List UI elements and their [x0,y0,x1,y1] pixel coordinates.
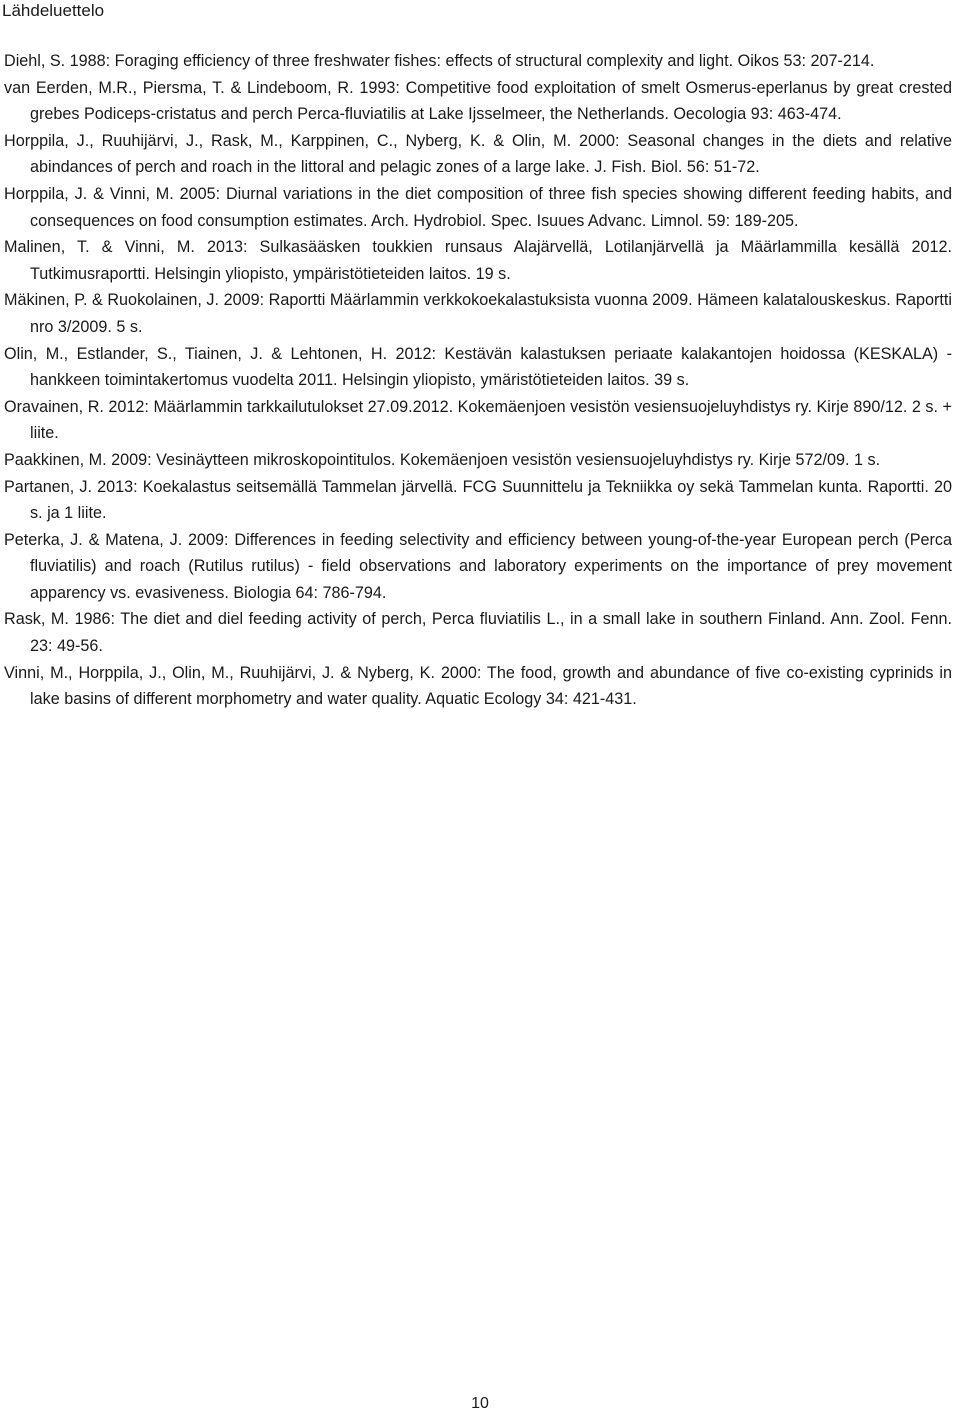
reference-entry: Vinni, M., Horppila, J., Olin, M., Ruuhijärvi, J. & Nyberg, K. 2000: The food, growth and abundance of five co-existing cyprinids in lake basins of different morphometry and water quality. Aquatic Ecology 34: 421-431. [4,663,952,709]
reference-entry: Horppila, J. & Vinni, M. 2005: Diurnal variations in the diet composition of three fish species showing different feeding habits, and consequences on food consumption estimates. Arch. Hydrobiol. Spec. Isuues Advanc. Limnol. 59: 189-205. [4,184,952,230]
reference-entry: Malinen, T. & Vinni, M. 2013: Sulkasääsken toukkien runsaus Alajärvellä, Lotilanjärvellä ja Määrlammilla kesällä 2012. Tutkimusraportti. Helsingin yliopisto, ympäristötieteiden laitos. 19 s. [4,238,952,283]
reference-entry: Diehl, S. 1988: Foraging efficiency of three freshwater fishes: effects of structural complexity and light. Oikos 53: 207-214. [4,52,875,70]
reference-entry: Horppila, J., Ruuhijärvi, J., Rask, M., Karppinen, C., Nyberg, K. & Olin, M. 2000: Seasonal changes in the diets and relative abindances of perch and roach in the littoral and pelagic zones of a large lake. J. Fish. Biol. 56: 51-72. [4,131,952,177]
reference-entry: Mäkinen, P. & Ruokolainen, J. 2009: Raportti Määrlammin verkkokoekalastuksista vuonna 2009. Hämeen kalatalouskeskus. Raportti nro 3/2009. 5 s. [4,291,952,336]
reference-entry: Paakkinen, M. 2009: Vesinäytteen mikroskopointitulos. Kokemäenjoen vesistön vesiensuojeluyhdistys ry. Kirje 572/09. 1 s. [4,450,881,469]
reference-entry: Olin, M., Estlander, S., Tiainen, J. & Lehtonen, H. 2012: Kestävän kalastuksen periaate kalakantojen hoidossa (KESKALA) -hankkeen toimintakertomus vuodelta 2011. Helsingin yliopisto, ymäristötieteiden laitos. 39 s. [4,344,952,390]
reference-entry: Partanen, J. 2013: Koekalastus seitsemällä Tammelan järvellä. FCG Suunnittelu ja Tekniikka oy sekä Tammelan kunta. Raportti. 20 s. ja 1 liite. [4,477,952,523]
reference-entry: Oravainen, R. 2012: Määrlammin tarkkailutulokset 27.09.2012. Kokemäenjoen vesistön vesiensuojeluyhdistys ry. Kirje 890/12. 2 s. + liite. [4,397,952,443]
page-number: 10 [471,1395,489,1412]
reference-list [4,48,952,713]
reference-entry: Peterka, J. & Matena, J. 2009: Differences in feeding selectivity and efficiency between young-of-the-year European perch (Perca fluviatilis) and roach (Rutilus rutilus) - field observations and laboratory experiments on the importance of prey movement apparency vs. evasiveness. Biologia 64: 786-794. [4,530,952,602]
section-heading: Lähdeluettelo [2,1,105,20]
reference-entry: Rask, M. 1986: The diet and diel feeding activity of perch, Perca fluviatilis L., in a small lake in southern Finland. Ann. Zool. Fenn. 23: 49-56. [4,610,952,656]
reference-entry: van Eerden, M.R., Piersma, T. & Lindeboom, R. 1993: Competitive food exploitation of smelt Osmerus-eperlanus by great crested grebes Podiceps-cristatus and perch Perca-fluviatilis at Lake Ijsselmeer, the Netherlands. Oecologia 93: 463-474. [4,78,952,124]
